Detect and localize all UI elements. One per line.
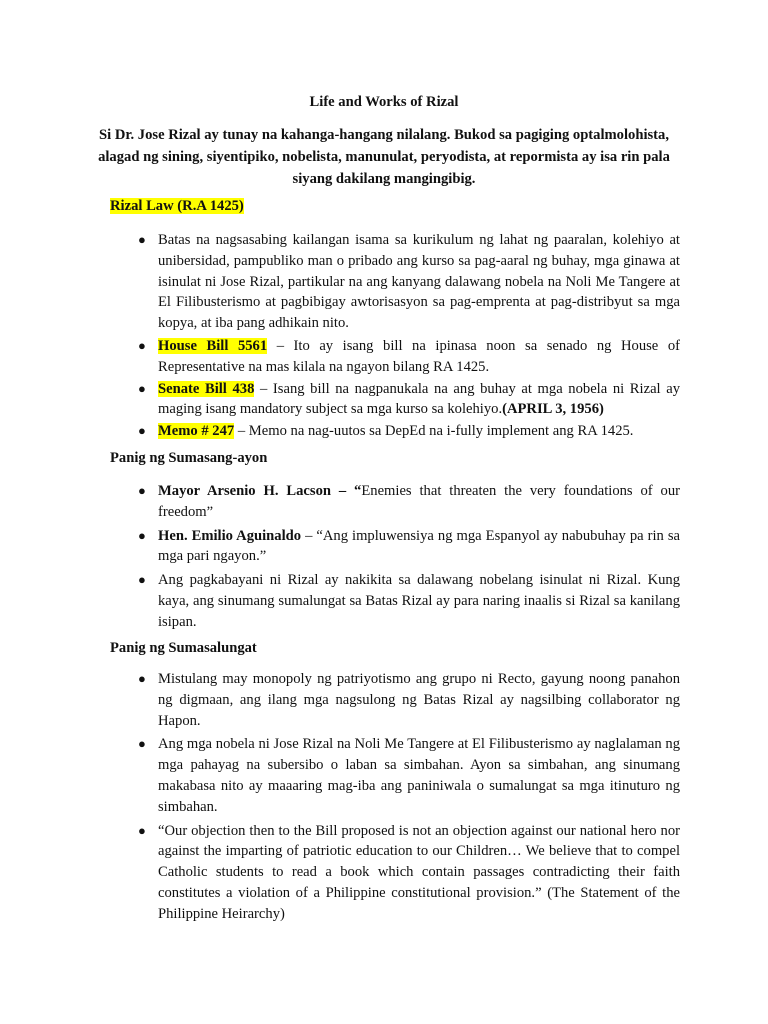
list-item-text: – Memo na nag-uutos sa DepEd na i-fully implement ang RA 1425. — [234, 423, 634, 440]
list-item-text: – “Ang impluwensiya ng mga Espanyol ay nabubuhay pa rin sa mga pari ngayon.” — [158, 527, 680, 565]
list-item-text: – Isang bill na nagpanukala na ang buhay at mga nobela ni Rizal ay maging isang mandatory subject sa mga kurso sa kolehiyo. — [158, 380, 680, 418]
bullet-icon: ● — [138, 483, 146, 498]
document-title: Life and Works of Rizal — [309, 94, 459, 110]
bullet-icon: ● — [138, 423, 146, 439]
bullet-icon: ● — [138, 232, 146, 247]
list-item — [110, 421, 680, 442]
list-item — [110, 821, 680, 925]
bullet-icon: ● — [138, 572, 146, 588]
bullet-icon: ● — [138, 527, 146, 543]
list-item-text: Ang mga nobela ni Jose Rizal na Noli Me Tangere at El Filibusterismo ay naglalaman ng mga pahayag na subersibo o laban sa simbahan. Ayon sa simbahan, ang sinumang makabasa nito ay maaaring mag-iba ang paniniwala o sumalungat sa mga itinuturo ng simbahan. — [158, 736, 680, 815]
highlighted-label: Senate Bill 438 — [158, 380, 255, 397]
list-item-text: Enemies that threaten the very foundations of our freedom” — [158, 483, 680, 520]
rizal-law-list — [110, 230, 680, 442]
list-item-text: “Our objection then to the Bill proposed is not an objection against our national hero nor against the imparting of patriotic education to our Children… We believe that to compel Catholic students to read a book which contain passages contradicting their faith constitutes a violation of a Philippine constitutional provision.” (The Statement of the Philippine Heirarchy) — [158, 822, 680, 922]
list-item — [110, 481, 680, 523]
list-item-text: Mistulang may monopoly ng patriyotismo ang grupo ni Recto, gayung noong panahon ng digmaan, ang ilang mga nagsulong ng Batas Rizal ay nagsilbing collaborator ng Hapon. — [158, 671, 680, 729]
highlighted-heading: Rizal Law (R.A 1425) — [110, 198, 244, 214]
section-heading-sumasalungat: Panig ng Sumasalungat — [110, 640, 257, 656]
bullet-icon: ● — [138, 337, 146, 353]
intro-paragraph: Si Dr. Jose Rizal ay tunay na kahanga-hangang nilalang. Bukod sa pagiging optalmolohista, alagad ng sining, siyentipiko, nobelista, manunulat, peryodista, at repormista ay isa rin pala siyang dakilang mangingibig. — [98, 127, 670, 187]
bullet-icon: ● — [138, 736, 146, 752]
list-item-text: Ang pagkabayani ni Rizal ay nakikita sa dalawang nobelang isinulat ni Rizal. Kung kaya, ang sinumang sumalungat sa Batas Rizal ay para naring inaalis si Rizal sa kanilang isipan. — [158, 572, 680, 630]
date-text: (APRIL 3, 1956) — [502, 401, 604, 418]
highlighted-label: House Bill 5561 — [158, 337, 268, 354]
list-item — [110, 230, 680, 334]
list-item-text: Batas na nagsasabing kailangan isama sa kurikulum ng lahat ng paaralan, kolehiyo at unibersidad, pampubliko man o pribado ang kurso sa pag-aaral ng buhay, mga ginawa at isinulat ni Jose Rizal, partikular na ang kanyang dalawang nobela na Noli Me Tangere at El Filibusterismo at pagbibigay awtorisasyon sa pag-emprenta at pag-distribyut sa mga kopya, at iba pang adhikain nito. — [158, 232, 680, 332]
list-item — [110, 734, 680, 817]
speaker-name: Hen. Emilio Aguinaldo — [158, 527, 302, 544]
list-item-text: – Ito ay isang bill na ipinasa noon sa senado ng House of Representative na mas kilala na ngayon bilang RA 1425. — [158, 337, 681, 375]
list-item — [110, 669, 680, 731]
bullet-icon: ● — [138, 380, 146, 396]
section-heading-rizal-law — [110, 198, 244, 215]
highlighted-label: Memo # 247 — [158, 423, 235, 440]
sumasang-ayon-list — [110, 481, 680, 636]
section-heading-sumasang-ayon: Panig ng Sumasang-ayon — [110, 450, 268, 466]
speaker-name: Mayor Arsenio H. Lacson – “ — [158, 483, 362, 499]
list-item — [110, 336, 680, 378]
list-item — [110, 526, 680, 568]
bullet-icon: ● — [138, 671, 146, 686]
bullet-icon: ● — [138, 822, 146, 838]
sumasalungat-list — [110, 669, 680, 928]
list-item — [110, 379, 680, 421]
list-item — [110, 570, 680, 632]
